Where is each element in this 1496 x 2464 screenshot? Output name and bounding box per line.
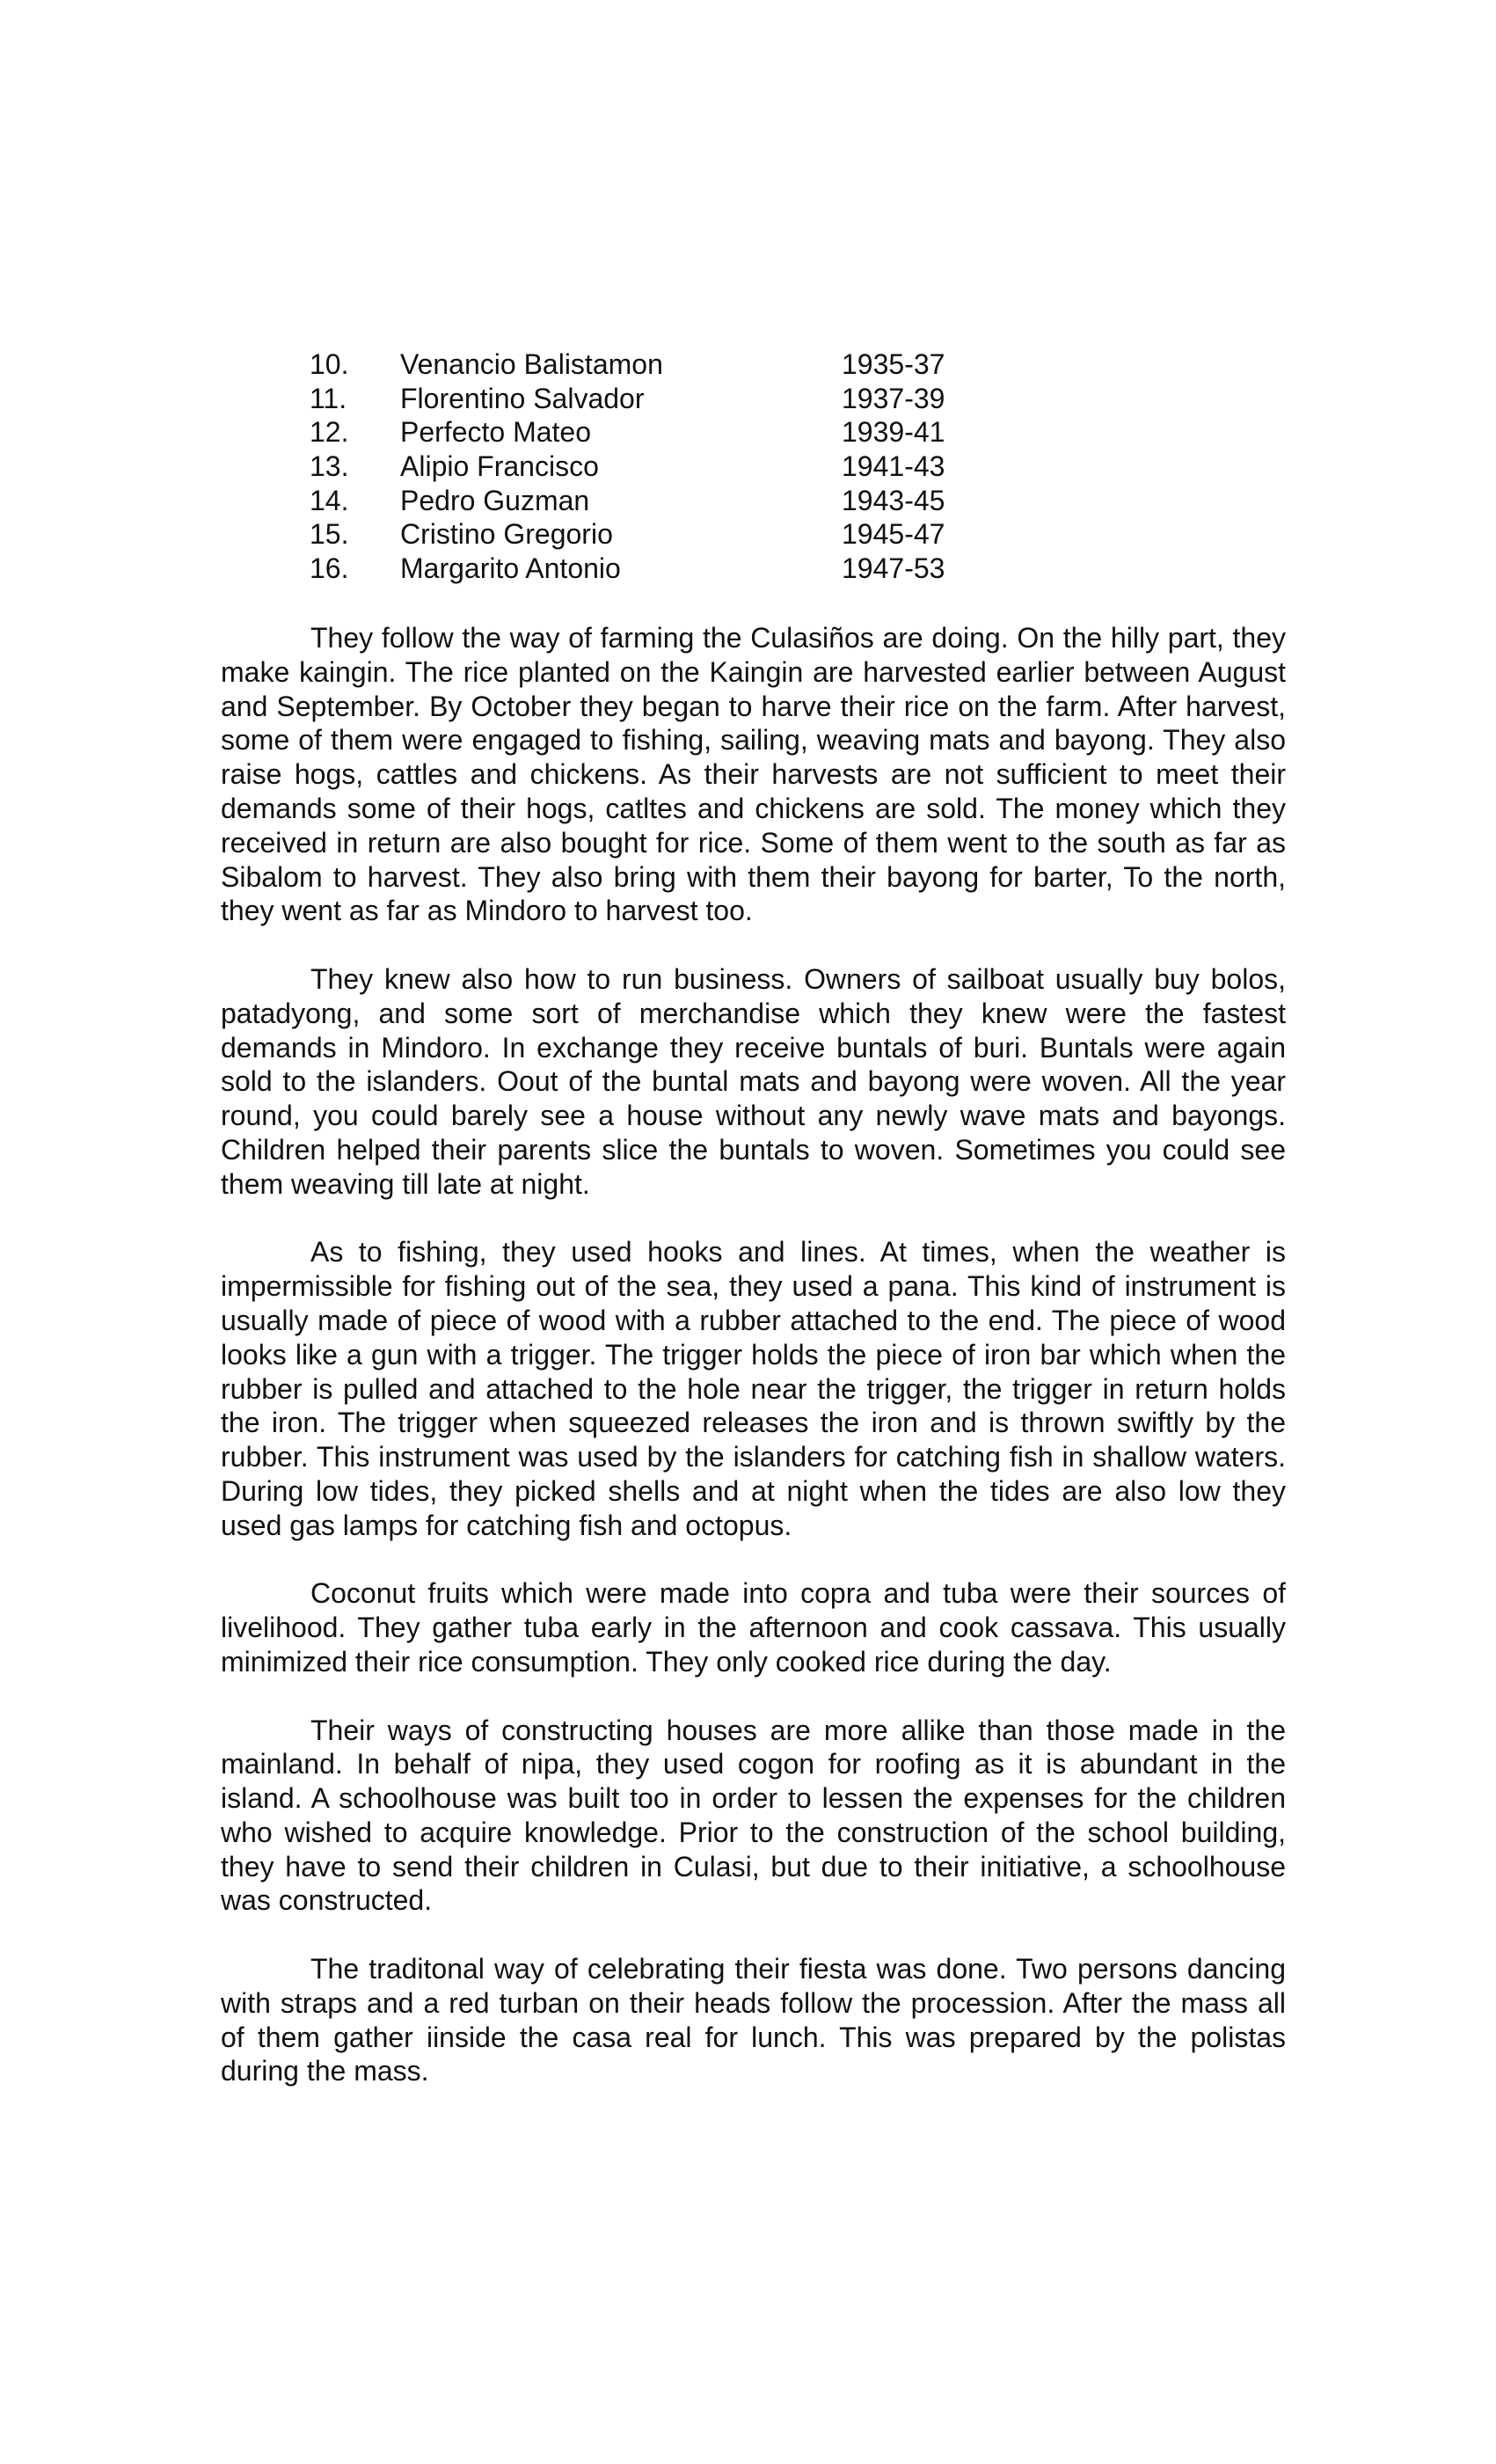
list-item-name: Florentino Salvador — [400, 382, 645, 414]
list-item-years: 1945-47 — [842, 518, 945, 551]
body-text — [221, 621, 1286, 2123]
paragraph-business: They knew also how to run business. Owners of sailboat usually buy bolos, patadyong, and some sort of merchandise which they knew were the fastest demands in Mindoro. In exchange they receive buntals of buri. Buntals were again sold to the islanders. Oout of the buntal mats and bayong were woven. All the year round, you could barely see a house without any newly wave mats and bayongs. Children helped their parents slice the buntals to woven. Sometimes you could see them weaving till late at night. — [221, 962, 1286, 1200]
list-item-name: Perfecto Mateo — [400, 416, 591, 449]
list-item-number: 10. — [310, 348, 349, 380]
paragraph-coconut: Coconut fruits which were made into copra and tuba were their sources of livelihood. They gather tuba early in the afternoon and cook cassava. This usually minimized their rice consumption. They only cooked rice during the day. — [221, 1577, 1286, 1678]
officials-list — [310, 347, 1101, 586]
list-item — [310, 382, 1101, 416]
paragraph-fishing: As to fishing, they used hooks and lines. At times, when the weather is impermissible for fishing out of the sea, they used a pana. This kind of instrument is usually made of piece of wood with a rubber attached to the end. The piece of wood looks like a gun with a trigger. The trigger holds the piece of iron bar which when the rubber is pulled and attached to the hole near the trigger, the trigger in return holds the iron. The trigger when squeezed releases the iron and is thrown swiftly by the rubber. This instrument was used by the islanders for catching fish in shallow waters. During low tides, they picked shells and at night when the tides are also low they used gas lamps for catching fish and octopus. — [221, 1236, 1286, 1541]
list-item-name: Venancio Balistamon — [400, 348, 663, 380]
list-item — [310, 552, 1101, 586]
list-item-years: 1937-39 — [842, 382, 945, 414]
list-item-name: Alipio Francisco — [400, 450, 599, 483]
list-item — [310, 415, 1101, 450]
list-item-years: 1947-53 — [842, 552, 945, 585]
list-item-number: 14. — [310, 484, 349, 516]
list-item — [310, 450, 1101, 484]
list-item-name: Margarito Antonio — [400, 552, 621, 585]
list-item-number: 16. — [310, 552, 349, 585]
list-item-number: 12. — [310, 416, 349, 449]
list-item-number: 11. — [310, 382, 347, 414]
list-item-number: 13. — [310, 450, 349, 483]
list-item — [310, 347, 1101, 382]
list-item-years: 1935-37 — [842, 348, 945, 380]
list-item-years: 1941-43 — [842, 450, 945, 483]
list-item-name: Pedro Guzman — [400, 484, 590, 516]
list-item-name: Cristino Gregorio — [400, 518, 613, 551]
paragraph-houses: Their ways of constructing houses are more allike than those made in the mainland. In behalf of nipa, they used cogon for roofing as it is abundant in the island. A schoolhouse was built too in order to lessen the expenses for the children who wished to acquire knowledge. Prior to the construction of the school building, they have to send their children in Culasi, but due to their initiative, a schoolhouse was constructed. — [221, 1714, 1286, 1917]
paragraph-farming: They follow the way of farming the Culasiños are doing. On the hilly part, they make kaingin. The rice planted on the Kaingin are harvested earlier between August and September. By October they began to harve their rice on the farm. After harvest, some of them were engaged to fishing, sailing, weaving mats and bayong. They also raise hogs, cattles and chickens. As their harvests are not sufficient to meet their demands some of their hogs, catltes and chickens are sold. The money which they received in return are also bought for rice. Some of them went to the south as far as Sibalom to harvest. They also bring with them their bayong for barter, To the north, they went as far as Mindoro to harvest too. — [221, 622, 1286, 927]
list-item-number: 15. — [310, 518, 349, 551]
paragraph-fiesta: The traditonal way of celebrating their fiesta was done. Two persons dancing with straps and a red turban on their heads follow the procession. After the mass all of them gather iinside the casa real for lunch. This was prepared by the polistas during the mass. — [221, 1953, 1286, 2087]
list-item — [310, 484, 1101, 518]
list-item — [310, 517, 1101, 552]
list-item-years: 1939-41 — [842, 416, 945, 449]
list-item-years: 1943-45 — [842, 484, 945, 516]
